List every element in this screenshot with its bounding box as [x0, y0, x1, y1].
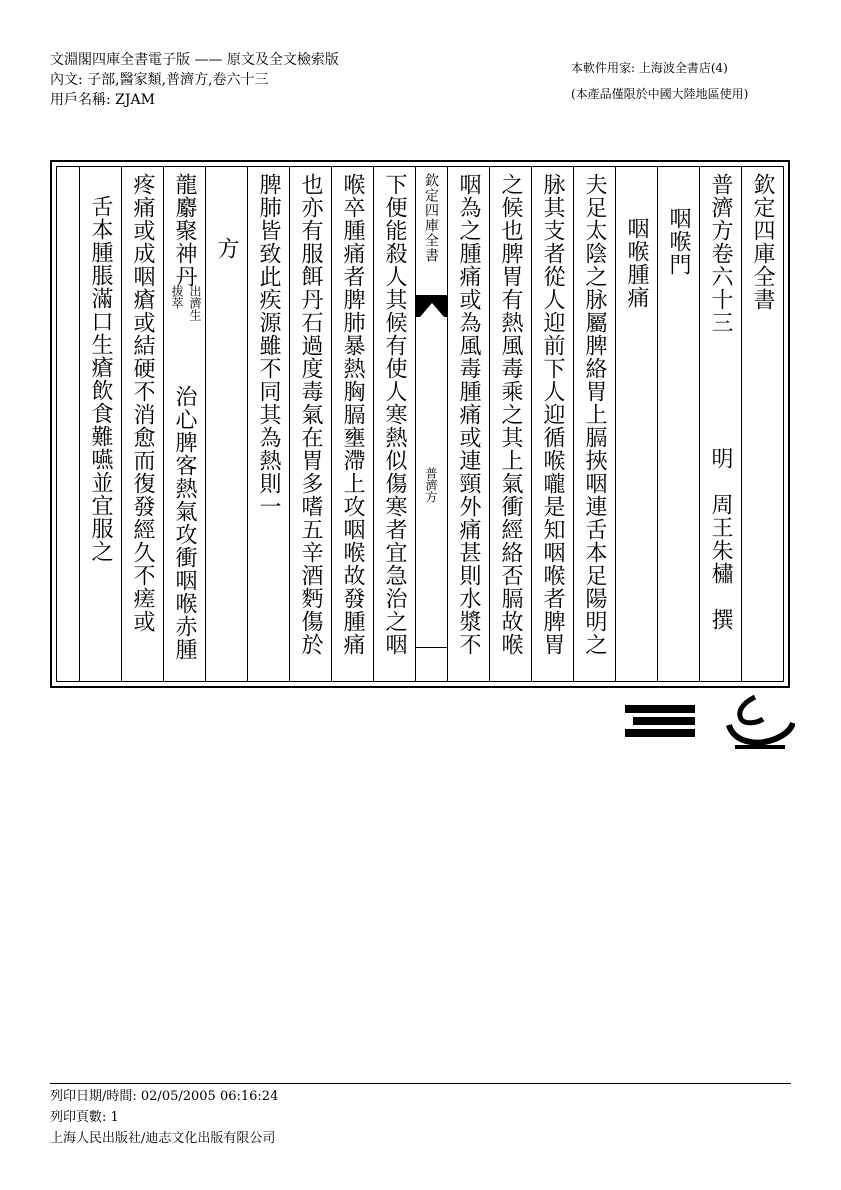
logo-swirl-icon [729, 697, 793, 749]
column-text: 舌本腫脹滿口生瘡飲食難嚥並宜服之 [88, 195, 113, 563]
column-text: 咽為之腫痛或為風毒腫痛或連頸外痛甚則水漿不 [456, 173, 481, 656]
subsection-title: 咽喉腫痛 [624, 217, 649, 309]
text-column-12 [289, 167, 331, 681]
column-text: 喉卒腫痛者脾肺暴熱胸膈壅滯上攻咽喉故發腫痛 [340, 173, 365, 656]
header-region-note: (本產品僅限於中國大陸地區使用) [571, 87, 749, 101]
page-inner-frame [56, 166, 784, 682]
column-text: 脉其支者從人迎前下人迎循喉嚨是知咽喉者脾胃 [540, 173, 565, 656]
column-text: 之候也脾胃有熱風毒乘之其上氣衝經絡否膈故喉 [498, 173, 523, 656]
header-content-path: 內文: 子部,醫家類,普濟方,卷六十三 [50, 72, 269, 88]
header-username: 用戶名稱: ZJAM [50, 92, 155, 108]
page-frame [50, 160, 790, 688]
column-text: 欽定四庫全書 [750, 173, 775, 311]
prescription-heading: 方 [214, 237, 239, 260]
text-column-1 [741, 167, 783, 681]
column-text: 下便能殺人其候有使人寒熱似傷寒者宜急治之咽 [382, 173, 407, 656]
column-text: 脾肺皆致此疾源雖不同其為熱則一 [256, 173, 281, 518]
footer-page-count: 列印頁數: 1 [50, 1110, 119, 1125]
text-column-8 [447, 167, 489, 681]
text-column-3 [657, 167, 699, 681]
footer-publisher: 上海人民出版社/迪志文化出版有限公司 [50, 1131, 276, 1146]
banxin-book-name: 普濟方 [424, 467, 438, 503]
logo-bars-icon [625, 705, 695, 737]
prescription-name: 龍麝聚神丹 [172, 173, 197, 288]
column-text: 治心脾客熱氣攻衝咽喉赤腫 [172, 385, 197, 661]
footer [50, 1086, 278, 1149]
banxin-divider [416, 647, 447, 648]
column-text: 疼痛或成咽瘡或結硬不消愈而復發經久不瘥或 [130, 173, 155, 633]
section-title: 咽喉門 [666, 207, 691, 276]
header-left [50, 50, 339, 110]
source-note-1: 出濟生 [188, 285, 202, 321]
text-column-7 [489, 167, 531, 681]
text-column-5 [573, 167, 615, 681]
source-note-2: 拔萃 [170, 285, 184, 309]
header-right [571, 55, 748, 107]
author-line: 明 周王朱橚 撰 [708, 447, 733, 631]
header-licensee: 本軟件用家: 上海波全書店(4) [571, 61, 728, 75]
column-text: 也亦有服餌丹石過度毒氣在胃多嗜五辛酒麪傷於 [298, 173, 323, 656]
text-column-10 [373, 167, 415, 681]
text-column-11 [331, 167, 373, 681]
column-text: 夫足太陰之脉屬脾絡胃上膈挾咽連舌本足陽明之 [582, 173, 607, 656]
volume-title: 普濟方卷六十三 [708, 173, 733, 334]
banxin-column [415, 167, 447, 681]
footer-divider [50, 1083, 791, 1084]
fish-tail-mark [416, 295, 447, 317]
text-column-14 [205, 167, 247, 681]
header-title: 文淵閣四庫全書電子版 —— 原文及全文檢索版 [50, 52, 339, 68]
text-column-6 [531, 167, 573, 681]
text-column-17 [79, 167, 121, 681]
text-column-4 [615, 167, 657, 681]
publisher-logo [625, 695, 795, 755]
text-column-2 [699, 167, 741, 681]
footer-print-time: 列印日期/時間: 02/05/2005 06:16:24 [50, 1089, 279, 1104]
text-column-13 [247, 167, 289, 681]
banxin-book-title: 欽定四庫全書 [423, 173, 439, 263]
text-column-15 [163, 167, 205, 681]
text-column-16 [121, 167, 163, 681]
